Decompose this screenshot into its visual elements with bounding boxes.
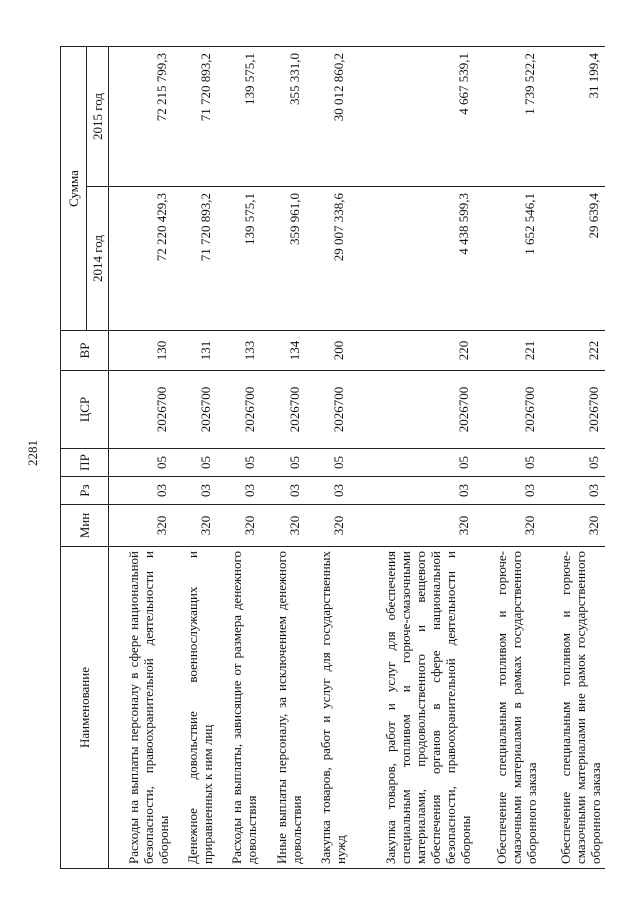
cell-min: 320 bbox=[261, 505, 305, 547]
header-rz: Рз bbox=[61, 477, 109, 505]
budget-table bbox=[60, 46, 605, 869]
cell-pr: 05 bbox=[217, 449, 261, 477]
table-row bbox=[475, 47, 541, 869]
header-vr: ВР bbox=[61, 331, 109, 371]
cell-y2015: 31 199,4 bbox=[541, 47, 605, 187]
cell-name: Закупка товаров, работ и услуг для обеспечения специальным топливом и горюче-смазочными материалами, продовольственного и вещевого обеспечения органов в сфере национальной безопасности, правоохранительной деятельности и обороны bbox=[350, 547, 475, 869]
header-2014: 2014 год bbox=[87, 187, 109, 331]
cell-min: 320 bbox=[173, 505, 217, 547]
table-row bbox=[173, 47, 217, 869]
cell-csr: 2026700 bbox=[109, 371, 173, 449]
cell-csr: 2026700 bbox=[173, 371, 217, 449]
cell-min: 320 bbox=[109, 505, 173, 547]
cell-vr: 200 bbox=[306, 331, 350, 371]
cell-pr: 05 bbox=[109, 449, 173, 477]
cell-name: Денежное довольствие военнослужащих и приравненных к ним лиц bbox=[173, 547, 217, 869]
cell-rz: 03 bbox=[475, 477, 541, 505]
cell-y2014: 72 220 429,3 bbox=[109, 187, 173, 331]
cell-rz: 03 bbox=[173, 477, 217, 505]
cell-rz: 03 bbox=[350, 477, 475, 505]
cell-vr: 134 bbox=[261, 331, 305, 371]
cell-min: 320 bbox=[306, 505, 350, 547]
cell-y2015: 355 331,0 bbox=[261, 47, 305, 187]
cell-rz: 03 bbox=[217, 477, 261, 505]
table-row bbox=[306, 47, 350, 869]
header-min: Мин bbox=[61, 505, 109, 547]
table-row bbox=[109, 47, 173, 869]
cell-y2014: 4 438 599,3 bbox=[350, 187, 475, 331]
header-2015: 2015 год bbox=[87, 47, 109, 187]
cell-vr: 130 bbox=[109, 331, 173, 371]
cell-y2014: 29 639,4 bbox=[541, 187, 605, 331]
cell-pr: 05 bbox=[173, 449, 217, 477]
cell-name: Иные выплаты персоналу, за исключением денежного довольствия bbox=[261, 547, 305, 869]
cell-csr: 2026700 bbox=[306, 371, 350, 449]
cell-pr: 05 bbox=[350, 449, 475, 477]
cell-y2015: 139 575,1 bbox=[217, 47, 261, 187]
cell-min: 320 bbox=[350, 505, 475, 547]
page-number: 2281 bbox=[25, 440, 40, 466]
cell-min: 320 bbox=[217, 505, 261, 547]
table-row bbox=[261, 47, 305, 869]
cell-y2014: 139 575,1 bbox=[217, 187, 261, 331]
cell-vr: 222 bbox=[541, 331, 605, 371]
table-row bbox=[350, 47, 475, 869]
cell-pr: 05 bbox=[306, 449, 350, 477]
header-sum: Сумма bbox=[61, 47, 87, 331]
table-row bbox=[217, 47, 261, 869]
cell-csr: 2026700 bbox=[541, 371, 605, 449]
cell-rz: 03 bbox=[261, 477, 305, 505]
cell-vr: 221 bbox=[475, 331, 541, 371]
header-name: Наименование bbox=[61, 547, 109, 869]
cell-y2015: 30 012 860,2 bbox=[306, 47, 350, 187]
cell-pr: 05 bbox=[541, 449, 605, 477]
rotated-table-wrapper bbox=[60, 47, 605, 869]
table-row bbox=[541, 47, 605, 869]
cell-name: Закупка товаров, работ и услуг для государственных нужд bbox=[306, 547, 350, 869]
cell-name: Расходы на выплаты, зависящие от размера денежного довольствия bbox=[217, 547, 261, 869]
cell-name: Обеспечение специальным топливом и горюче-смазочными материалами вне рамок государственного оборонного заказа bbox=[541, 547, 605, 869]
cell-pr: 05 bbox=[261, 449, 305, 477]
cell-vr: 133 bbox=[217, 331, 261, 371]
cell-y2015: 71 720 893,2 bbox=[173, 47, 217, 187]
cell-y2014: 359 961,0 bbox=[261, 187, 305, 331]
cell-y2014: 71 720 893,2 bbox=[173, 187, 217, 331]
cell-y2015: 72 215 799,3 bbox=[109, 47, 173, 187]
cell-csr: 2026700 bbox=[350, 371, 475, 449]
cell-y2014: 29 007 338,6 bbox=[306, 187, 350, 331]
cell-rz: 03 bbox=[109, 477, 173, 505]
cell-vr: 220 bbox=[350, 331, 475, 371]
header-pr: ПР bbox=[61, 449, 109, 477]
cell-rz: 03 bbox=[306, 477, 350, 505]
header-csr: ЦСР bbox=[61, 371, 109, 449]
cell-name: Расходы на выплаты персоналу в сфере национальной безопасности, правоохранительной деятельности и обороны bbox=[109, 547, 173, 869]
cell-min: 320 bbox=[475, 505, 541, 547]
cell-rz: 03 bbox=[541, 477, 605, 505]
cell-name: Обеспечение специальным топливом и горюче-смазочными материалами в рамках государственного оборонного заказа bbox=[475, 547, 541, 869]
cell-csr: 2026700 bbox=[475, 371, 541, 449]
cell-pr: 05 bbox=[475, 449, 541, 477]
cell-csr: 2026700 bbox=[261, 371, 305, 449]
cell-min: 320 bbox=[541, 505, 605, 547]
cell-csr: 2026700 bbox=[217, 371, 261, 449]
cell-vr: 131 bbox=[173, 331, 217, 371]
cell-y2015: 1 739 522,2 bbox=[475, 47, 541, 187]
cell-y2014: 1 652 546,1 bbox=[475, 187, 541, 331]
cell-y2015: 4 667 539,1 bbox=[350, 47, 475, 187]
